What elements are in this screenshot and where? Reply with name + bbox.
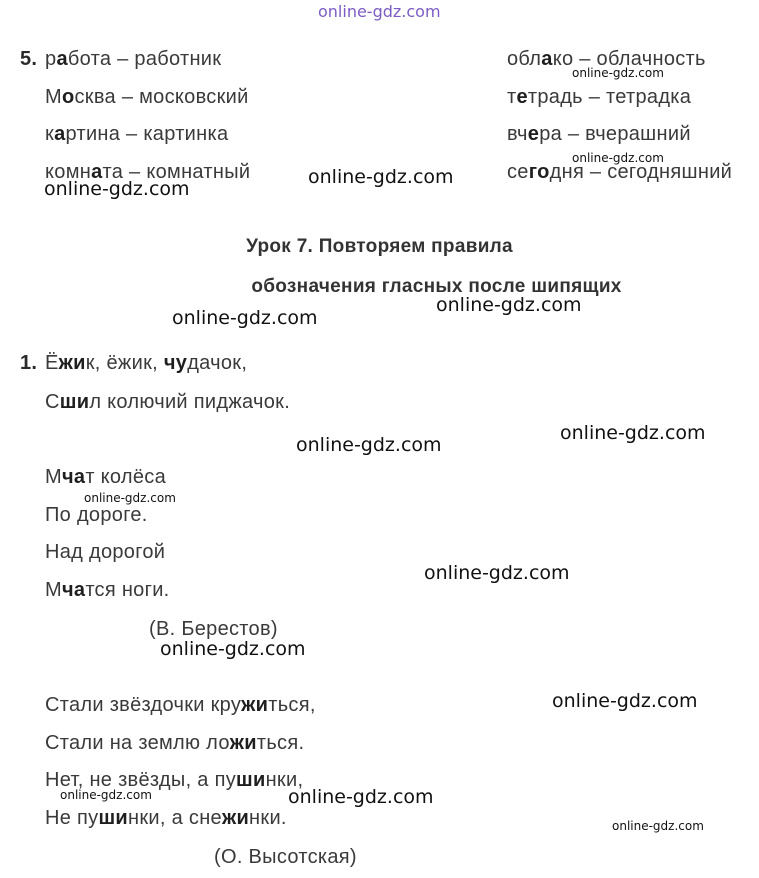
watermark: online-gdz.com (60, 788, 152, 802)
text-segment: дня – сегодняшний (549, 161, 733, 183)
ex5-right-line-3 (507, 123, 691, 146)
highlighted-letters: жи (221, 807, 250, 829)
highlighted-letters: ши (59, 391, 90, 413)
text-segment: л колючий пиджачок. (89, 391, 291, 413)
highlighted-letters: ши (236, 769, 266, 791)
highlighted-letters: ча (61, 466, 86, 488)
lesson-subtitle: обозначения гласных после шипящих (251, 276, 622, 297)
poem3-line-1 (45, 694, 316, 717)
poem3-line-2 (45, 732, 304, 755)
highlighted-letters: е (527, 123, 540, 145)
highlighted-letters: а (56, 48, 68, 70)
highlighted-letters: жи (58, 352, 86, 374)
ex5-right-line-2 (507, 86, 691, 109)
highlighted-letters: ча (61, 579, 86, 601)
text-segment: Не пу (45, 807, 99, 829)
text-segment: М (45, 86, 62, 108)
text-segment: нки, а сне (128, 807, 222, 829)
highlighted-letters: чу (163, 352, 188, 374)
highlighted-letters: а (91, 161, 103, 183)
watermark: online-gdz.com (296, 434, 442, 456)
text-segment: тся ноги. (85, 579, 170, 601)
text-segment: вч (507, 123, 528, 145)
text-segment: та – комнатный (102, 161, 251, 183)
text-segment: р (45, 48, 57, 70)
watermark: online-gdz.com (160, 638, 306, 660)
text-segment: С (45, 391, 60, 413)
watermark: online-gdz.com (436, 294, 582, 316)
poem2-line-2 (45, 504, 148, 527)
text-segment: к, ёжик, (85, 352, 164, 374)
exercise-1-number: 1. (20, 352, 38, 374)
text-segment: Над дорогой (45, 541, 166, 563)
watermark: online-gdz.com (288, 786, 434, 808)
text-segment: По дороге. (45, 504, 148, 526)
highlighted-letters: жи (241, 694, 269, 716)
highlighted-letters: а (54, 123, 66, 145)
highlighted-letters: а (541, 48, 553, 70)
ex5-left-line-2 (45, 86, 249, 109)
highlighted-letters: ши (98, 807, 129, 829)
highlighted-letters: е (516, 86, 528, 108)
highlighted-letters: жи (229, 732, 257, 754)
text-segment: нки. (249, 807, 287, 829)
ex5-left-line-3 (45, 123, 228, 146)
poem3-line-4 (45, 807, 287, 830)
text-segment: ться. (256, 732, 305, 754)
poem2-line-3 (45, 541, 165, 564)
text-segment: М (45, 466, 62, 488)
lesson-title: Урок 7. Повторяем правила (246, 236, 513, 257)
highlighted-letters: го (528, 161, 550, 183)
watermark-top: online-gdz.com (318, 2, 441, 21)
author-berestov: (В. Берестов) (149, 618, 278, 640)
text-segment: традь – тетрадка (527, 86, 692, 108)
watermark: online-gdz.com (172, 307, 318, 329)
text-segment: т колёса (85, 466, 167, 488)
highlighted-letters: о (61, 86, 75, 108)
watermark: online-gdz.com (84, 491, 176, 505)
watermark: online-gdz.com (552, 690, 698, 712)
text-segment: т (507, 86, 517, 108)
poem1-line-1 (45, 352, 247, 375)
exercise-5-number: 5. (20, 48, 38, 70)
poem1-line-2 (45, 391, 290, 414)
text-segment: нки, (265, 769, 304, 791)
text-segment: Стали звёздочки кру (45, 694, 242, 716)
author-vysotskaya: (О. Высотская) (214, 846, 357, 868)
text-segment: ра – вчерашний (539, 123, 691, 145)
text-segment: Стали на землю ло (45, 732, 230, 754)
poem2-line-4 (45, 579, 170, 602)
watermark: online-gdz.com (424, 562, 570, 584)
text-segment: бота – работник (67, 48, 222, 70)
text-segment: сква – московский (74, 86, 249, 108)
watermark: online-gdz.com (572, 66, 664, 80)
text-segment: ртина – картинка (65, 123, 229, 145)
watermark: online-gdz.com (560, 422, 706, 444)
watermark: online-gdz.com (612, 819, 704, 833)
watermark: online-gdz.com (44, 178, 190, 200)
poem2-line-1 (45, 466, 166, 489)
text-segment: к (45, 123, 55, 145)
text-segment: М (45, 579, 62, 601)
text-segment: комн (45, 161, 92, 183)
text-segment: Нет, не звёзды, а пу (45, 769, 236, 791)
text-segment: дачок, (187, 352, 248, 374)
text-segment: обл (507, 48, 542, 70)
text-segment: ться, (268, 694, 316, 716)
text-segment: Ё (45, 352, 59, 374)
text-segment: ко – облачность (552, 48, 706, 70)
watermark: online-gdz.com (572, 151, 664, 165)
text-segment: се (507, 161, 529, 183)
ex5-left-line-1 (45, 48, 221, 71)
watermark: online-gdz.com (308, 166, 454, 188)
